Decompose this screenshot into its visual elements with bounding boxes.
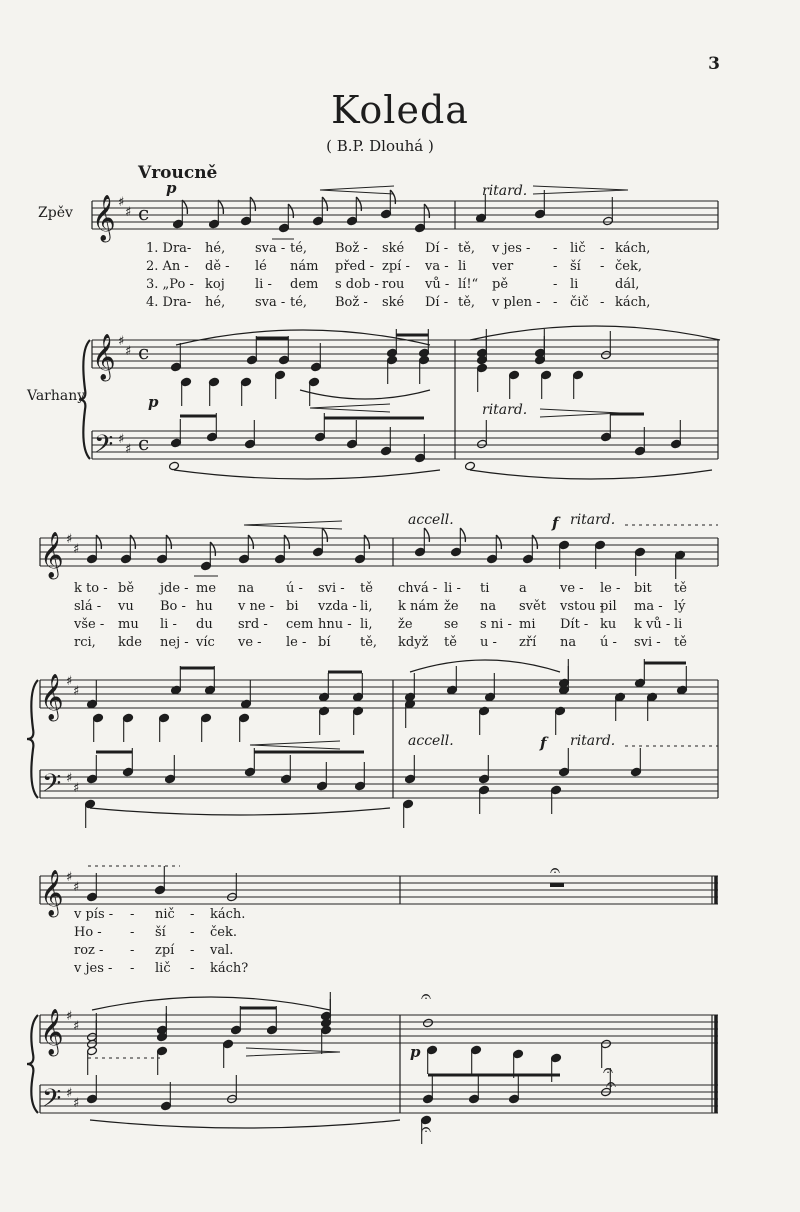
lyric-syllable: chvá - — [398, 581, 438, 596]
sharp-icon: ♯ — [73, 880, 80, 895]
treble-clef-icon: 𝄞 — [92, 195, 116, 241]
dynamic-p-organ-end: p — [410, 1043, 421, 1061]
treble-clef-icon: 𝄞 — [40, 532, 64, 578]
note-flag — [130, 535, 135, 549]
lyric-syllable: v plen - — [492, 295, 541, 310]
lyric-syllable: li — [570, 277, 579, 292]
whole-note — [169, 461, 180, 471]
lyric-syllable: - — [600, 259, 605, 274]
lyric-syllable: - — [130, 925, 135, 940]
sharp-icon: ♯ — [66, 1009, 73, 1024]
lyric-syllable: ší — [570, 259, 581, 274]
lyric-syllable: val. — [210, 943, 234, 958]
ritard-organ-1: ritard. — [482, 402, 528, 418]
ritard-voice-2: ritard. — [570, 512, 616, 528]
lyric-syllable: hnu - — [318, 617, 352, 632]
lyric-syllable: - — [190, 925, 195, 940]
lyric-syllable: rou — [382, 277, 405, 292]
note-flag — [322, 197, 327, 211]
lyric-syllable: na — [480, 599, 497, 614]
lyric-syllable: va - — [425, 259, 449, 274]
note-flag — [218, 200, 223, 214]
lyric-syllable: vstou - — [560, 599, 604, 614]
lyric-syllable: koj — [205, 277, 225, 292]
slur — [470, 326, 720, 340]
note-flag — [364, 535, 369, 549]
note-flag — [424, 204, 429, 218]
note-flag — [322, 528, 327, 542]
note-flag — [390, 190, 395, 204]
accell-voice: accell. — [408, 512, 454, 528]
treble-clef-icon: 𝄞 — [40, 870, 64, 916]
lyric-syllable: tě, — [360, 635, 378, 650]
fermata-icon: 𝄐 — [421, 1119, 432, 1140]
slur — [410, 660, 560, 672]
dynamic-p-organ: p — [148, 393, 159, 411]
ritard-voice-1: ritard. — [482, 183, 528, 199]
lyric-syllable: li - — [160, 617, 177, 632]
lyric-syllable: tě, — [458, 295, 476, 310]
lyric-syllable: Bož - — [335, 241, 368, 256]
lyric-syllable: - — [130, 907, 135, 922]
note-flag — [96, 535, 101, 549]
sharp-icon: ♯ — [66, 771, 73, 786]
lyric-syllable: zří — [519, 635, 537, 650]
lyric-syllable: lí!“ — [458, 277, 479, 292]
lyric-syllable: slá - — [74, 599, 102, 614]
slur — [470, 470, 712, 479]
lyric-syllable: nám — [290, 259, 319, 274]
sharp-icon: ♯ — [118, 334, 125, 349]
note-flag — [496, 535, 501, 549]
lyric-syllable: li, — [360, 617, 373, 632]
lyric-syllable: v ne - — [238, 599, 275, 614]
lyric-syllable: ku — [600, 617, 617, 632]
lyric-syllable: sva - — [255, 241, 286, 256]
common-time-icon: c — [138, 431, 150, 455]
crescendo-hairpin — [310, 404, 390, 412]
organ-brace — [27, 1015, 38, 1113]
lyric-syllable: té, — [290, 241, 308, 256]
note-flag — [460, 528, 465, 542]
lyric-syllable: bit — [634, 581, 652, 596]
lyric-syllable: - — [553, 277, 558, 292]
lyric-syllable: 1. Dra- — [146, 241, 192, 256]
lyric-syllable: ma - — [634, 599, 663, 614]
lyric-syllable: zpí — [155, 943, 175, 958]
lyric-syllable: me — [196, 581, 217, 596]
crescendo-hairpin — [244, 521, 342, 529]
fermata-icon: 𝄐 — [421, 986, 432, 1007]
lyric-syllable: vů - — [425, 277, 450, 292]
composer-credit: ( B.P. Dlouhá ) — [326, 137, 434, 155]
note-flag — [166, 535, 171, 549]
lyric-syllable: k vů - — [634, 617, 671, 632]
sharp-icon: ♯ — [118, 195, 125, 210]
treble-clef-icon: 𝄞 — [40, 674, 64, 720]
lyric-syllable: na — [560, 635, 577, 650]
fermata-icon: 𝄐 — [606, 1074, 617, 1095]
sharp-icon: ♯ — [66, 674, 73, 689]
lyric-syllable: 4. Dra- — [146, 295, 192, 310]
lyric-syllable: tě — [444, 635, 457, 650]
bass-clef-icon: 𝄢 — [42, 769, 62, 804]
accell-organ: accell. — [408, 733, 454, 749]
lyric-syllable: mi — [519, 617, 536, 632]
slur — [90, 1120, 400, 1128]
sharp-icon: ♯ — [73, 542, 80, 557]
fermata-icon: 𝄐 — [603, 1060, 614, 1081]
whole-rest-icon — [550, 883, 564, 887]
lyric-syllable: sva - — [255, 295, 286, 310]
slur — [92, 997, 330, 1010]
note-flag — [284, 535, 289, 549]
lyric-syllable: a — [519, 581, 527, 596]
lyric-syllable: bi — [286, 599, 299, 614]
sharp-icon: ♯ — [66, 870, 73, 885]
lyric-syllable: ú - — [600, 635, 617, 650]
lyric-syllable: tě — [674, 635, 687, 650]
lyric-syllable: na — [238, 581, 255, 596]
sharp-icon: ♯ — [66, 532, 73, 547]
lyric-syllable: vzda - — [318, 599, 357, 614]
crescendo-hairpin — [320, 186, 394, 194]
tempo-marking: Vroucně — [138, 163, 218, 183]
lyric-syllable: ší — [155, 925, 166, 940]
note-flag — [288, 204, 293, 218]
lyric-syllable: ti — [480, 581, 490, 596]
lyric-syllable: kách? — [210, 961, 249, 976]
treble-clef-icon: 𝄞 — [92, 334, 116, 380]
lyric-syllable: lič — [155, 961, 171, 976]
lyric-syllable: v pís - — [74, 907, 114, 922]
sharp-icon: ♯ — [125, 442, 132, 457]
lyric-syllable: 2. An - — [146, 259, 189, 274]
slur — [300, 390, 430, 399]
organ-label: Varhany — [27, 388, 86, 404]
note-flag — [248, 535, 253, 549]
lyric-syllable: k to - — [74, 581, 108, 596]
lyric-syllable: že — [398, 617, 413, 632]
whole-note — [423, 1018, 434, 1028]
note-flag — [424, 528, 429, 542]
ritard-organ-2: ritard. — [570, 733, 616, 749]
lyric-syllable: srd - — [238, 617, 268, 632]
lyric-syllable: jde - — [160, 581, 189, 596]
lyric-syllable: li - — [444, 581, 461, 596]
sharp-icon: ♯ — [73, 1096, 80, 1111]
whole-note — [465, 461, 476, 471]
lyric-syllable: dem — [290, 277, 319, 292]
lyric-syllable: nej - — [160, 635, 189, 650]
lyric-syllable: lý — [674, 599, 686, 614]
lyric-syllable: le - — [600, 581, 621, 596]
lyric-syllable: v jes - — [74, 961, 113, 976]
lyric-syllable: le - — [286, 635, 307, 650]
lyric-syllable: ské — [382, 241, 405, 256]
sharp-icon: ♯ — [125, 205, 132, 220]
lyric-syllable: u - — [480, 635, 497, 650]
lyric-syllable: li, — [360, 599, 373, 614]
lyric-syllable: nič — [155, 907, 175, 922]
sharp-icon: ♯ — [73, 781, 80, 796]
lyric-syllable: Ho - — [74, 925, 102, 940]
lyric-syllable: když — [398, 635, 429, 650]
lyric-syllable: Dí - — [425, 295, 449, 310]
lyric-syllable: hu — [196, 599, 213, 614]
voice-label: Zpěv — [38, 205, 73, 221]
lyric-syllable: li - — [255, 277, 272, 292]
lyric-syllable: ček. — [210, 925, 237, 940]
slur — [176, 330, 430, 345]
sharp-icon: ♯ — [73, 1019, 80, 1034]
dynamic-p-voice: p — [166, 179, 177, 197]
lyric-syllable: - — [600, 241, 605, 256]
lyric-syllable: bě — [118, 581, 135, 596]
lyric-syllable: ček, — [615, 259, 642, 274]
lyric-syllable: pil — [600, 599, 617, 614]
lyric-syllable: čič — [570, 295, 589, 310]
lyric-syllable: kde — [118, 635, 142, 650]
lyric-syllable: ve - — [560, 581, 584, 596]
lyric-syllable: tě — [360, 581, 373, 596]
lyric-syllable: že — [444, 599, 459, 614]
lyric-syllable: ve - — [238, 635, 262, 650]
crescendo-hairpin — [250, 741, 340, 749]
page-number: 3 — [708, 54, 720, 74]
lyric-syllable: lič — [570, 241, 586, 256]
lyric-syllable: ver — [492, 259, 514, 274]
lyric-syllable: tě, — [458, 241, 476, 256]
lyric-syllable: rci, — [74, 635, 96, 650]
lyric-syllable: s dob - — [335, 277, 379, 292]
lyric-syllable: roz - — [74, 943, 104, 958]
lyric-syllable: hé, — [205, 295, 226, 310]
fermata-icon: 𝄐 — [550, 860, 561, 881]
dynamic-f-organ: f — [540, 734, 547, 752]
treble-clef-icon: 𝄞 — [40, 1009, 64, 1055]
organ-brace — [79, 340, 90, 459]
lyric-syllable: ské — [382, 295, 405, 310]
lyric-syllable: - — [190, 907, 195, 922]
lyric-syllable: vše - — [74, 617, 105, 632]
note-flag — [210, 542, 215, 556]
lyric-syllable: - — [553, 295, 558, 310]
lyric-syllable: du — [196, 617, 213, 632]
organ-brace — [27, 680, 38, 798]
lyric-syllable: kách, — [615, 295, 651, 310]
lyric-syllable: k nám — [398, 599, 439, 614]
lyric-syllable: li — [458, 259, 467, 274]
sharp-icon: ♯ — [73, 684, 80, 699]
note-flag — [182, 200, 187, 214]
lyric-syllable: Bož - — [335, 295, 368, 310]
lyric-syllable: 3. „Po - — [146, 277, 194, 292]
lyric-syllable: - — [130, 961, 135, 976]
lyric-syllable: té, — [290, 295, 308, 310]
dynamic-f-voice: f — [552, 514, 559, 532]
lyric-syllable: se — [444, 617, 459, 632]
decrescendo-hairpin — [540, 409, 620, 417]
lyric-syllable: Dí - — [425, 241, 449, 256]
lyric-syllable: bí — [318, 635, 331, 650]
sharp-icon: ♯ — [66, 1086, 73, 1101]
lyric-syllable: dě - — [205, 259, 230, 274]
slur — [174, 470, 440, 479]
lyric-syllable: cem — [286, 617, 314, 632]
decrescendo-hairpin — [246, 1048, 340, 1056]
lyric-syllable: Bo - — [160, 599, 186, 614]
bass-clef-icon: 𝄢 — [94, 430, 114, 465]
common-time-icon: c — [138, 340, 150, 364]
song-title: Koleda — [331, 88, 469, 132]
lyric-syllable: hé, — [205, 241, 226, 256]
lyric-syllable: - — [130, 943, 135, 958]
lyric-syllable: před - — [335, 259, 375, 274]
lyric-syllable: - — [553, 241, 558, 256]
lyric-syllable: Dít - — [560, 617, 589, 632]
bass-clef-icon: 𝄢 — [42, 1084, 62, 1119]
common-time-icon: c — [138, 201, 150, 225]
lyric-syllable: ú - — [286, 581, 303, 596]
lyric-syllable: kách. — [210, 907, 246, 922]
lyric-syllable: - — [553, 259, 558, 274]
lyric-syllable: - — [190, 943, 195, 958]
lyric-syllable: víc — [196, 635, 215, 650]
lyric-syllable: s ni - — [480, 617, 512, 632]
lyric-syllable: svět — [519, 599, 546, 614]
note-flag — [532, 535, 537, 549]
lyric-syllable: mu — [118, 617, 139, 632]
lyric-syllable: tě — [674, 581, 687, 596]
lyric-syllable: vu — [118, 599, 134, 614]
sharp-icon: ♯ — [118, 432, 125, 447]
lyric-syllable: zpí - — [382, 259, 410, 274]
lyric-syllable: pě — [492, 277, 509, 292]
sharp-icon: ♯ — [125, 344, 132, 359]
lyric-syllable: v jes - — [492, 241, 531, 256]
lyric-syllable: li — [674, 617, 683, 632]
note-flag — [356, 197, 361, 211]
note-flag — [250, 197, 255, 211]
lyric-syllable: kách, — [615, 241, 651, 256]
decrescendo-hairpin — [533, 186, 628, 194]
lyric-syllable: - — [190, 961, 195, 976]
slur — [90, 808, 390, 815]
lyric-syllable: svi - — [318, 581, 345, 596]
lyric-syllable: - — [600, 295, 605, 310]
lyric-syllable: dál, — [615, 277, 640, 292]
lyric-syllable: lé — [255, 259, 267, 274]
lyric-syllable: svi - — [634, 635, 661, 650]
